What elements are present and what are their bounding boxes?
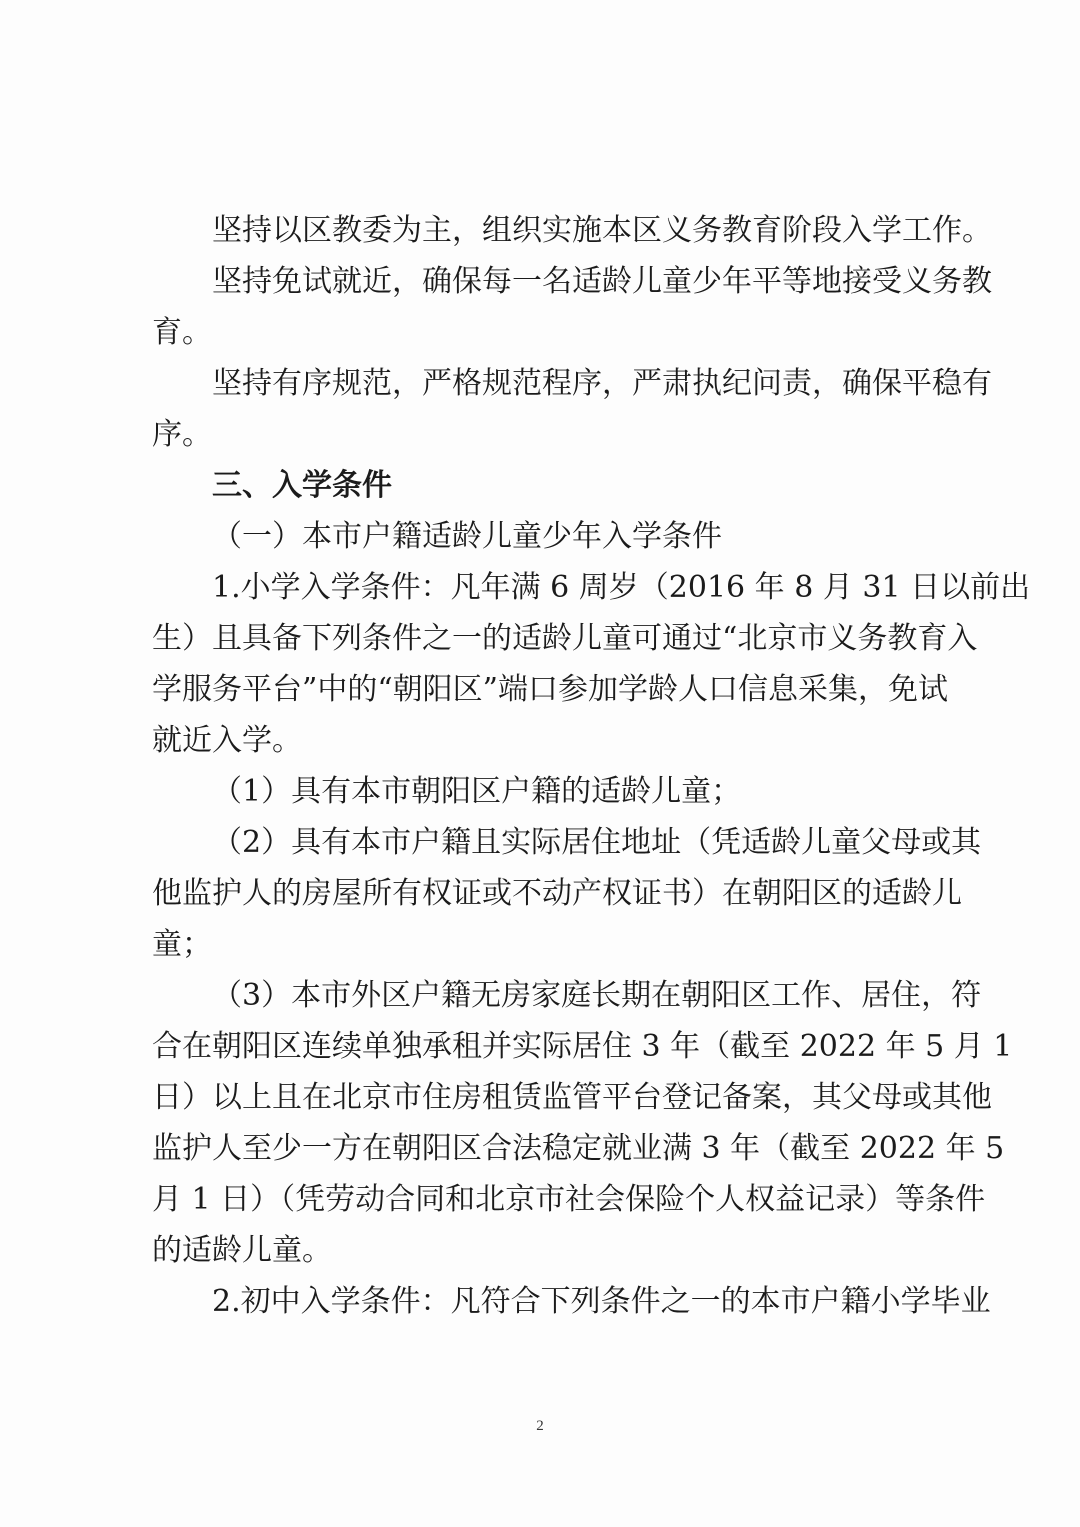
paragraph-line: 2.初中入学条件：凡符合下列条件之一的本市户籍小学毕业 xyxy=(212,1284,991,1319)
body-text xyxy=(152,205,1031,1327)
section-heading: 三、入学条件 xyxy=(212,468,392,503)
list-item: （3）本市外区户籍无房家庭长期在朝阳区工作、居住，符 xyxy=(212,978,982,1013)
paragraph-line: 1.小学入学条件：凡年满 6 周岁（2016 年 8 月 31 日以前出 xyxy=(212,570,1031,605)
paragraph-line: 就近入学。 xyxy=(152,723,302,758)
paragraph-line: 童； xyxy=(152,927,212,962)
paragraph-line: 的适龄儿童。 xyxy=(152,1233,332,1268)
paragraph-line: 月 1 日）（凭劳动合同和北京市社会保险个人权益记录）等条件 xyxy=(152,1182,986,1217)
paragraph-line: 生）且具备下列条件之一的适龄儿童可通过“北京市义务教育入 xyxy=(152,621,978,656)
paragraph-line: 监护人至少一方在朝阳区合法稳定就业满 3 年（截至 2022 年 5 xyxy=(152,1131,1005,1166)
paragraph-line: 育。 xyxy=(152,315,212,350)
paragraph-line: 学服务平台”中的“朝阳区”端口参加学龄人口信息采集，免试 xyxy=(152,672,949,707)
list-item: （1）具有本市朝阳区户籍的适龄儿童； xyxy=(212,774,742,809)
paragraph-line: 坚持免试就近，确保每一名适龄儿童少年平等地接受义务教 xyxy=(212,264,992,299)
paragraph-line: 坚持有序规范，严格规范程序，严肃执纪问责，确保平稳有 xyxy=(212,366,992,401)
paragraph-line: 合在朝阳区连续单独承租并实际居住 3 年（截至 2022 年 5 月 1 xyxy=(152,1029,1013,1064)
list-item: （2）具有本市户籍且实际居住地址（凭适龄儿童父母或其 xyxy=(212,825,982,860)
page-number: 2 xyxy=(536,1418,544,1434)
paragraph-line: 他监护人的房屋所有权证或不动产权证书）在朝阳区的适龄儿 xyxy=(152,876,962,911)
paragraph-line: 序。 xyxy=(152,417,212,452)
subsection-heading: （一）本市户籍适龄儿童少年入学条件 xyxy=(212,519,722,554)
paragraph-line: 日）以上且在北京市住房租赁监管平台登记备案，其父母或其他 xyxy=(152,1080,992,1115)
paragraph-line: 坚持以区教委为主，组织实施本区义务教育阶段入学工作。 xyxy=(212,213,992,248)
